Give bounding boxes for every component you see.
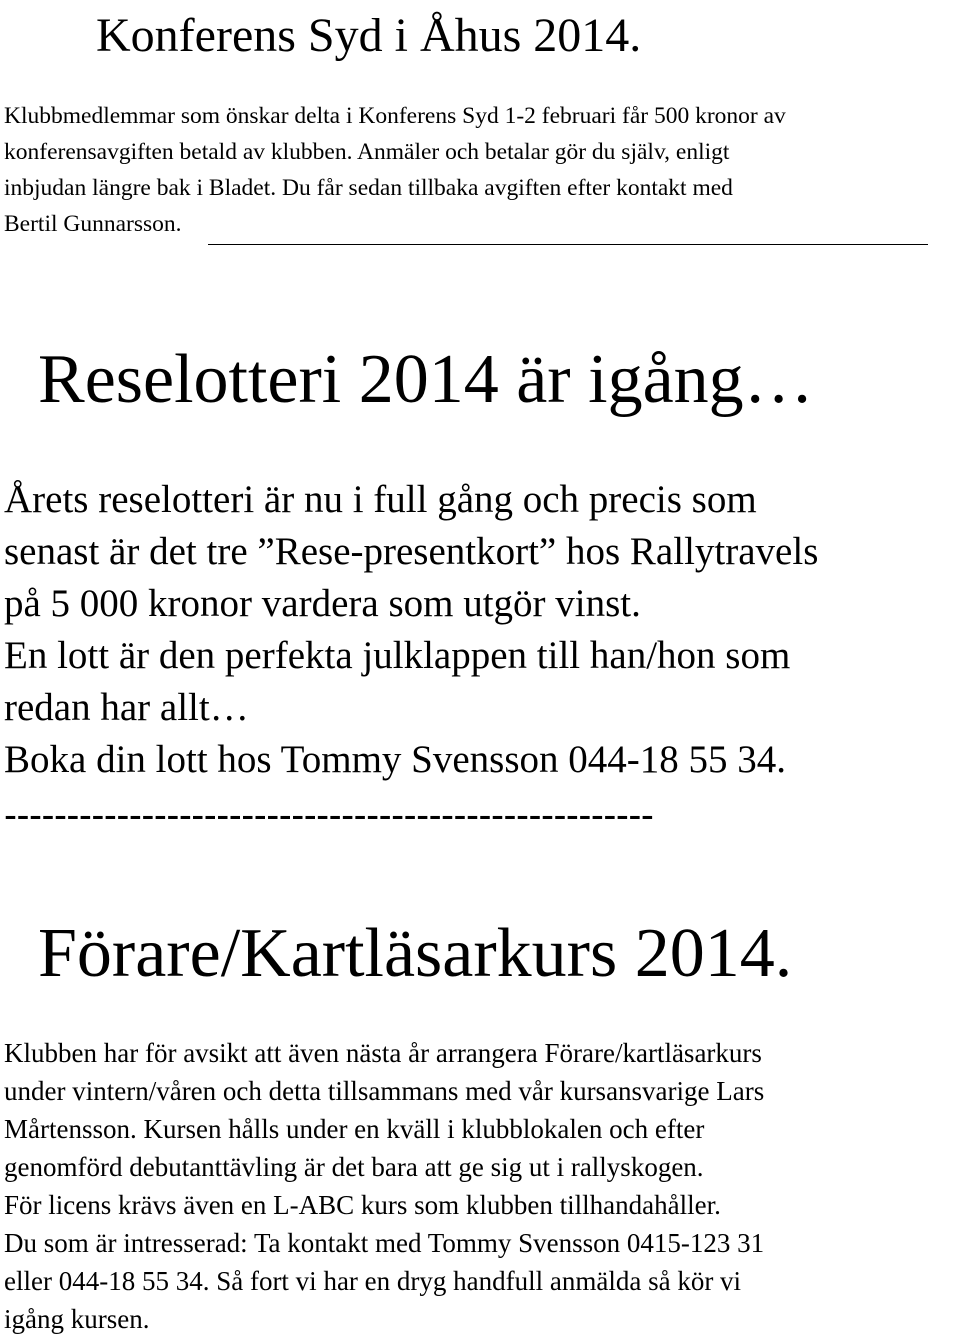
course-line: Mårtensson. Kursen hålls under en kväll i klubblokalen och efter — [4, 1114, 705, 1144]
conference-line: Bertil Gunnarsson. — [4, 211, 182, 237]
course-line: under vintern/våren och detta tillsammans med vår kursansvarige Lars — [4, 1076, 765, 1106]
lottery-line: Boka din lott hos Tommy Svensson 044-18 55 34. — [4, 738, 786, 781]
lottery-line: senast är det tre ”Rese-presentkort” hos Rallytravels — [4, 530, 819, 573]
course-line: genomförd debutanttävling är det bara att ge sig ut i rallyskogen. — [4, 1152, 704, 1182]
lottery-title: Reselotteri 2014 är igång… — [38, 341, 814, 418]
course-line: För licens krävs även en L-ABC kurs som klubben tillhandahåller. — [4, 1190, 721, 1220]
dashed-separator: ---------------------------------------------------- — [4, 794, 654, 837]
lottery-line: på 5 000 kronor vardera som utgör vinst. — [4, 582, 641, 625]
conference-title: Konferens Syd i Åhus 2014. — [96, 9, 642, 62]
course-title: Förare/Kartläsarkurs 2014. — [38, 915, 793, 992]
course-line: Du som är intresserad: Ta kontakt med Tommy Svensson 0415-123 31 — [4, 1228, 765, 1258]
course-line: igång kursen. — [4, 1304, 150, 1334]
lottery-line: En lott är den perfekta julklappen till han/hon som — [4, 634, 791, 677]
conference-line: Klubbmedlemmar som önskar delta i Konferens Syd 1-2 februari får 500 kronor av — [4, 103, 786, 129]
lottery-line: Årets reselotteri är nu i full gång och precis som — [4, 478, 757, 521]
course-line: eller 044-18 55 34. Så fort vi har en dryg handfull anmälda så kör vi — [4, 1266, 742, 1296]
conference-line: konferensavgiften betald av klubben. Anmäler och betalar gör du själv, enligt — [4, 139, 730, 165]
course-line: Klubben har för avsikt att även nästa år arrangera Förare/kartläsarkurs — [4, 1038, 762, 1068]
section-divider-rule — [208, 244, 928, 245]
lottery-line: redan har allt… — [4, 686, 249, 729]
conference-line: inbjudan längre bak i Bladet. Du får sedan tillbaka avgiften efter kontakt med — [4, 175, 733, 201]
